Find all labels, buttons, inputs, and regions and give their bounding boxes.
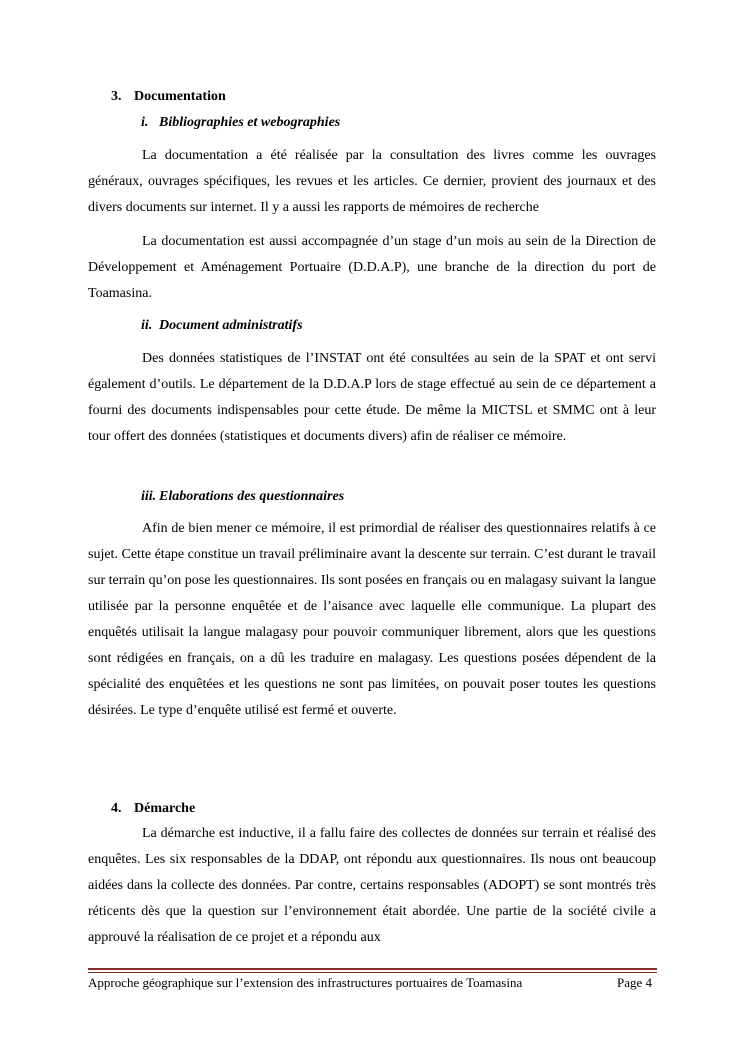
subsection-title: Bibliographies et webographies <box>159 115 341 130</box>
section-title: Documentation <box>134 89 226 104</box>
section-number: 4. <box>111 801 122 816</box>
footer-title: Approche géographique sur l’extension des infrastructures portuaires de Toamasina <box>88 975 523 990</box>
page-number: Page 4 <box>617 975 653 990</box>
paragraph: La documentation a été réalisée par la consultation des livres comme les ouvrages généraux, ouvrages spécifiques, les revues et les articles. Ce dernier, provient des journaux et des divers documents sur internet. Il y a aussi les rapports de mémoires de recherche <box>88 148 656 215</box>
paragraph: Des données statistiques de l’INSTAT ont été consultées au sein de la SPAT et ont servi également d’outils. Le département de la D.D.A.P lors de stage effectué au sein de ce département a fourni des documents indispensables pour cette étude. De même la MICTSL et SMMC ont à leur tour offert des données (statistiques et documents divers) afin de réaliser ce mémoire. <box>88 351 656 444</box>
section-title: Démarche <box>134 801 196 816</box>
subsection-i-heading <box>141 115 340 131</box>
subsection-title: Document administratifs <box>159 318 303 333</box>
section-4-heading <box>111 801 195 817</box>
footer-rule-thin <box>88 972 657 973</box>
paragraph: La démarche est inductive, il a fallu faire des collectes de données sur terrain et réalisé des enquêtes. Les six responsables de la DDAP, ont répondu aux questionnaires. Ils nous ont beaucoup aidées dans la collecte des données. Par contre, certains responsables (ADOPT) se sont montrés très réticents dès que la question sur l’environnement était abordée. Une partie de la société civile a approuvé la réalisation de ce projet et a répondu aux <box>88 826 656 945</box>
section-3-heading <box>111 89 226 105</box>
subsection-title: Elaborations des questionnaires <box>159 489 345 504</box>
subsection-number: ii. <box>141 318 153 333</box>
footer-rule <box>88 968 657 970</box>
subsection-number: i. <box>141 115 149 130</box>
paragraph: Afin de bien mener ce mémoire, il est primordial de réaliser des questionnaires relatifs à ce sujet. Cette étape constitue un travail préliminaire avant la descente sur terrain. C’est durant le travail sur terrain qu’on pose les questionnaires. Ils sont posées en français ou en malagasy suivant la langue utilisée par la personne enquêtée et de l’aisance avec laquelle elle communique. La plupart des enquêtés utilisait la langue malagasy pour pouvoir communiquer librement, alors que les questions sont rédigées en français, on a dû les traduire en malagasy. Les questions posées dépendent de la spécialité des enquêtées et les questions ne sont pas limitées, on pouvait poser toutes les questions désirées. Le type d’enquête utilisé est fermé et ouverte. <box>88 521 657 718</box>
paragraph: La documentation est aussi accompagnée d’un stage d’un mois au sein de la Direction de Développement et Aménagement Portuaire (D.D.A.P), une branche de la direction du port de Toamasina. <box>88 234 656 301</box>
subsection-number: iii. <box>141 489 157 504</box>
section-number: 3. <box>111 89 122 104</box>
subsection-ii-heading <box>141 318 303 334</box>
subsection-iii-heading <box>141 489 344 505</box>
